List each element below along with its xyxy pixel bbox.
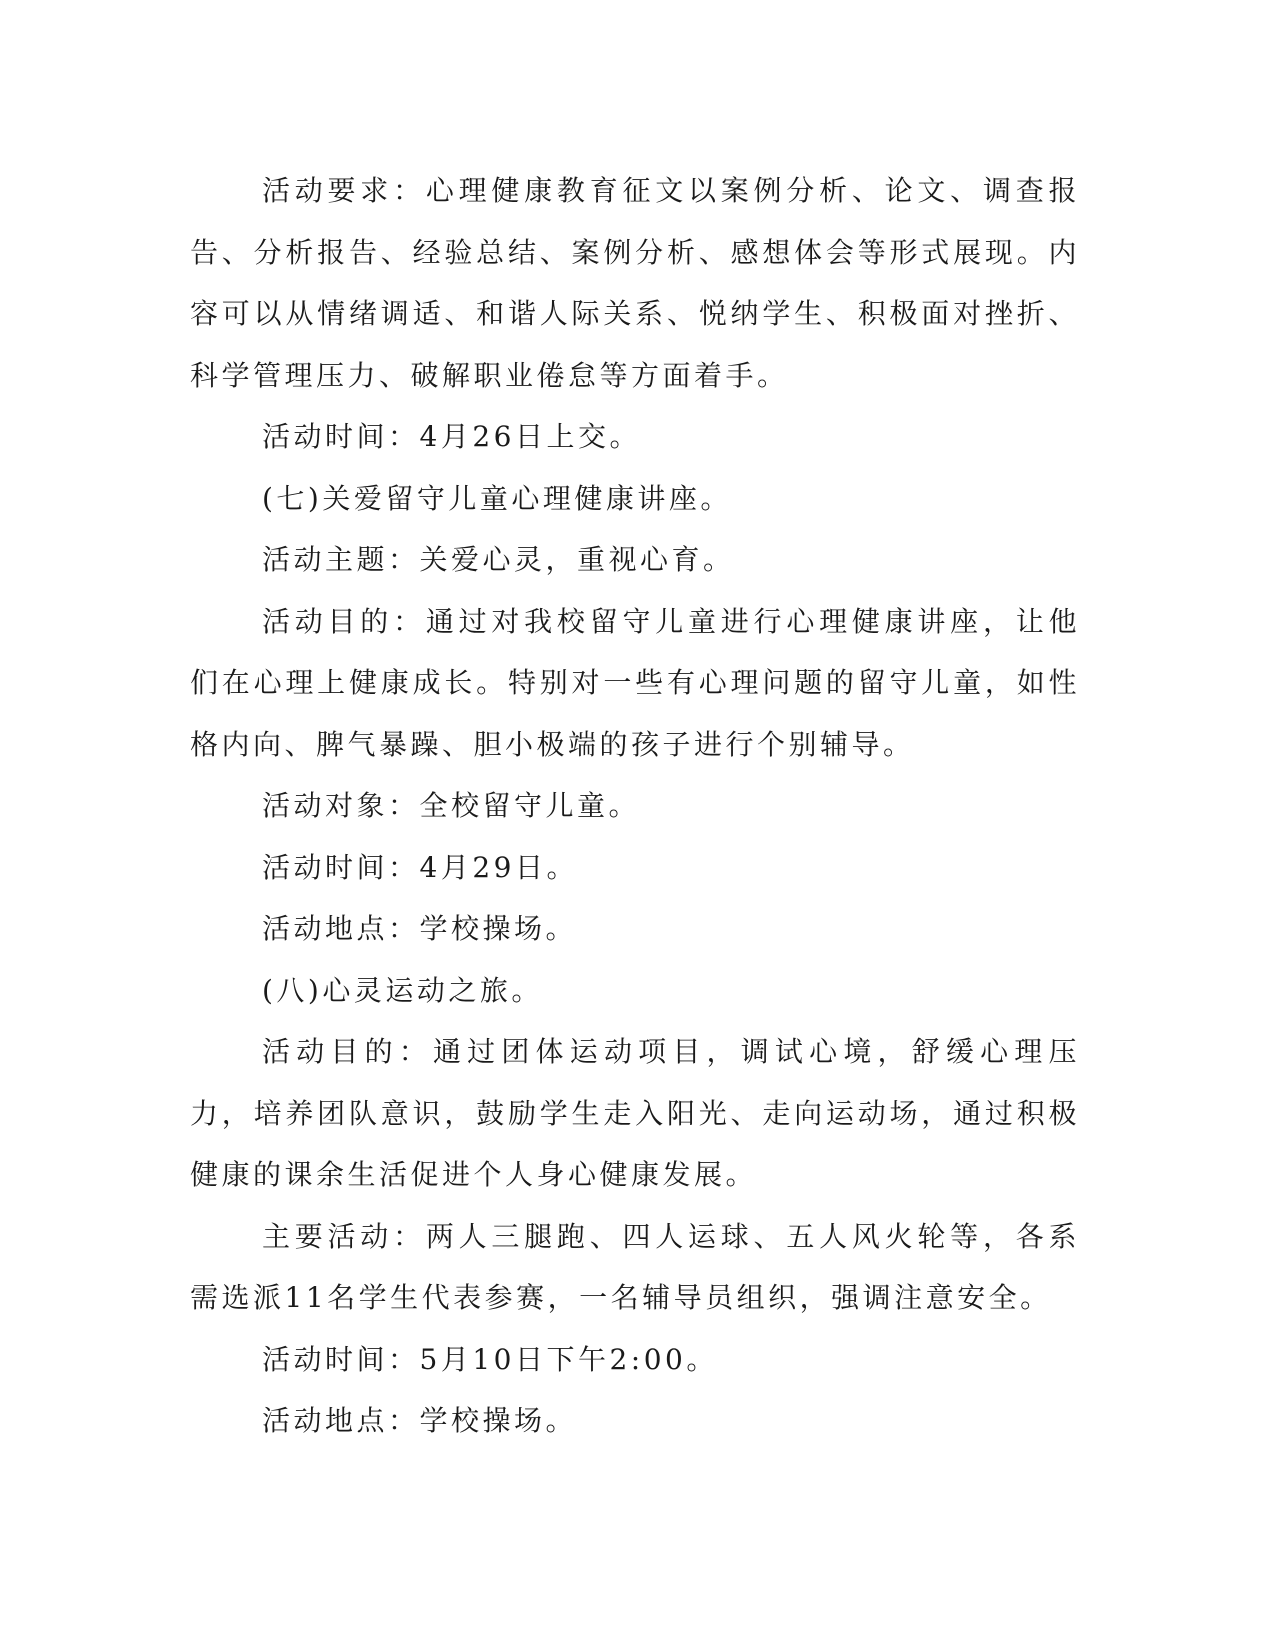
paragraph-activity-location: 活动地点：学校操场。 [262, 912, 578, 945]
document-body [190, 160, 1080, 1452]
paragraph-activity-theme: 活动主题：关爱心灵，重视心育。 [262, 543, 735, 576]
paragraph-main-activities: 主要活动：两人三腿跑、四人运球、五人风火轮等，各系需选派11名学生代表参赛，一名辅导员组织，强调注意安全。 [190, 1219, 1080, 1314]
paragraph-activity-location-2: 活动地点：学校操场。 [262, 1404, 578, 1437]
paragraph-activity-time-2: 活动时间：5月10日下午2:00。 [262, 1342, 718, 1376]
paragraph-activity-purpose-2: 活动目的：通过团体运动项目，调试心境，舒缓心理压力，培养团队意识，鼓励学生走入阳光、走向运动场，通过积极健康的课余生活促进个人身心健康发展。 [190, 1035, 1080, 1191]
section-heading-7: (七)关爱留守儿童心理健康讲座。 [262, 481, 732, 515]
paragraph-activity-target: 活动对象：全校留守儿童。 [262, 789, 641, 822]
paragraph-activity-purpose: 活动目的：通过对我校留守儿童进行心理健康讲座，让他们在心理上健康成长。特别对一些有心理问题的留守儿童，如性格内向、脾气暴躁、胆小极端的孩子进行个别辅导。 [190, 604, 1080, 761]
paragraph-activity-requirements: 活动要求：心理健康教育征文以案例分析、论文、调查报告、分析报告、经验总结、案例分析、感想体会等形式展现。内容可以从情绪调适、和谐人际关系、悦纳学生、积极面对挫折、科学管理压力、破解职业倦怠等方面着手。 [190, 174, 1080, 392]
paragraph-activity-time: 活动时间：4月29日。 [262, 850, 578, 884]
section-heading-8: (八)心灵运动之旅。 [262, 973, 543, 1007]
paragraph-submission-time: 活动时间：4月26日上交。 [262, 420, 641, 453]
